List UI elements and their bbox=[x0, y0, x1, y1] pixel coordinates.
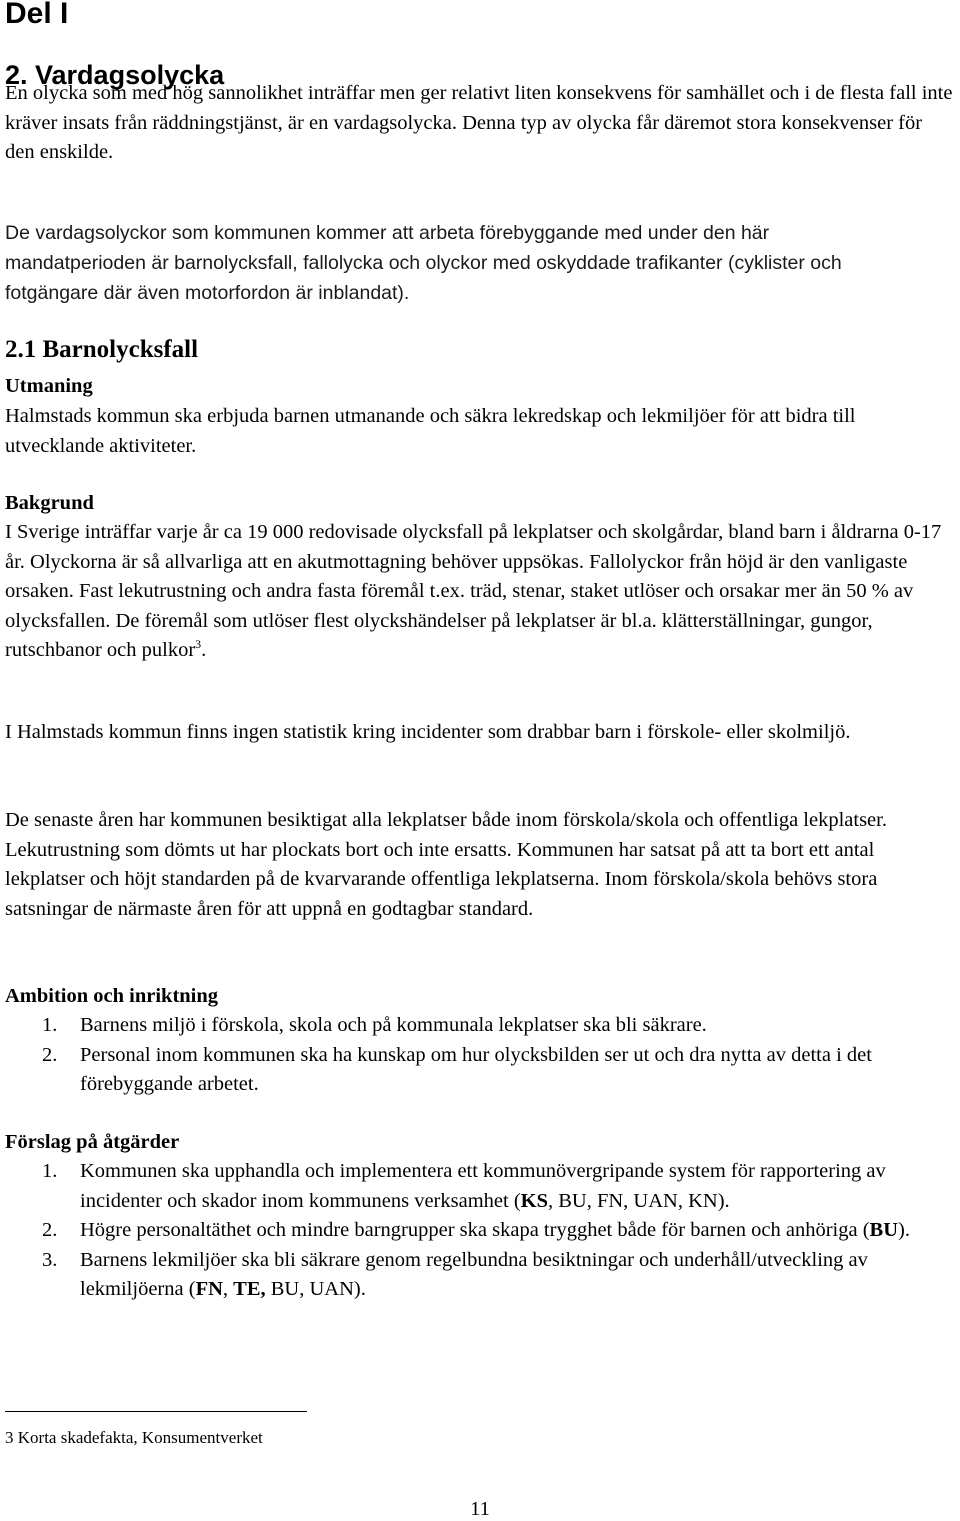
ambition-list bbox=[5, 1011, 955, 1100]
list-item-number: 3. bbox=[42, 1248, 58, 1271]
list-item-text: Kommunen ska upphandla och implementera ett kommunövergripande system för rapportering av incidenter och skador inom kommunens verksamhet ( bbox=[80, 1160, 886, 1212]
section-title: 2. Vardagsolycka bbox=[5, 60, 225, 90]
measures-heading: Förslag på åtgärder bbox=[5, 1131, 180, 1153]
list-item bbox=[5, 1011, 955, 1041]
list-item bbox=[5, 1216, 955, 1246]
list-item bbox=[5, 1041, 955, 1100]
responsible-board-bold: FN bbox=[195, 1278, 223, 1300]
background-heading: Bakgrund bbox=[5, 492, 94, 514]
section-intro-paragraph: En olycka som med hög sannolikhet inträffar men ger relativt liten konsekvens för samhället och i de flesta fall inte kräver insats från räddningstjänst, är en vardagsolycka. Denna typ av olycka får däremot stora konsekvenser för den enskilde. bbox=[5, 82, 953, 163]
measures-list bbox=[5, 1157, 955, 1305]
list-item-number: 2. bbox=[42, 1043, 58, 1066]
page-number: 11 bbox=[470, 1498, 490, 1520]
footnote: 3 Korta skadefakta, Konsumentverket bbox=[5, 1428, 263, 1447]
part-title: Del I bbox=[5, 0, 69, 30]
list-item-number: 1. bbox=[42, 1014, 58, 1036]
subsection-title: 2.1 Barnolycksfall bbox=[5, 336, 199, 363]
statistics-paragraph: I Halmstads kommun finns ingen statistik kring incidenter som drabbar barn i förskole- eller skolmiljö. bbox=[5, 721, 851, 743]
list-item-separator: , bbox=[222, 1278, 234, 1300]
list-item bbox=[5, 1246, 955, 1305]
footnote-reference: 3 bbox=[195, 637, 202, 652]
list-item-text-end: BU, UAN). bbox=[265, 1278, 366, 1300]
inspection-paragraph: De senaste åren har kommunen besiktigat alla lekplatser både inom förskola/skola och offentliga lekplatser. Lekutrustning som dömts ut har plockats bort och inte ersatts. Kommunen har satsat på att ta bort ett antal lekplatser och höjt standarden på de kvarvarande offentliga lekplatserna. Inom förskola/skola behövs stora satsningar de närmaste åren för att uppnå en godtagbar standard. bbox=[5, 809, 887, 920]
list-item-text: Barnens miljö i förskola, skola och på kommunala lekplatser ska bli säkrare. bbox=[80, 1014, 707, 1036]
list-item-text: Högre personaltäthet och mindre barngrupper ska skapa trygghet både för barnen och anhöriga ( bbox=[80, 1219, 870, 1241]
list-item-text: Personal inom kommunen ska ha kunskap om hur olycksbilden ser ut och dra nytta av detta i det förebyggande arbetet. bbox=[80, 1043, 872, 1095]
section-scope-paragraph: De vardagsolyckor som kommunen kommer att arbeta förebyggande med under den här mandatperioden är barnolycksfall, fallolycka och olyckor med oskyddade trafikanter (cyklister och fotgängare där även motorfordon är inblandat). bbox=[5, 222, 842, 304]
list-item-number: 1. bbox=[42, 1160, 58, 1182]
challenge-paragraph: Halmstads kommun ska erbjuda barnen utmanande och säkra lekredskap och lekmiljöer för att bidra till utvecklande aktiviteter. bbox=[5, 405, 856, 457]
responsible-board-bold: BU bbox=[869, 1219, 899, 1241]
background-paragraph bbox=[5, 518, 955, 666]
list-item-text-end: ). bbox=[898, 1219, 910, 1241]
list-item bbox=[5, 1157, 955, 1216]
background-text: I Sverige inträffar varje år ca 19 000 redovisade olycksfall på lekplatser och skolgårdar, bland barn i åldrarna 0-17 år. Olyckorna är så allvarliga att en akutmottagning behöver uppsökas. Fallolyckor från höjd är den vanligaste orsaken. Fast lekutrustning och andra fasta föremål t.ex. träd, stenar, staket utlöser och orsakar mer än 50 % av olycksfallen. De föremål som utlöser flest olyckshändelser på lekplatser är bl.a. klätterställningar, gungor, rutschbanor och pulkor bbox=[5, 521, 942, 661]
list-item-text: Barnens lekmiljöer ska bli säkrare genom regelbundna besiktningar och underhåll/utveckling av lekmiljöerna ( bbox=[80, 1248, 868, 1300]
ambition-heading: Ambition och inriktning bbox=[5, 985, 219, 1007]
responsible-board-bold: TE, bbox=[233, 1278, 266, 1300]
list-item-text-end: , BU, FN, UAN, KN). bbox=[548, 1189, 730, 1212]
list-item-number: 2. bbox=[42, 1219, 58, 1241]
responsible-board-bold: KS bbox=[520, 1189, 548, 1212]
challenge-heading: Utmaning bbox=[5, 375, 93, 397]
background-end: . bbox=[201, 639, 207, 661]
footnote-separator bbox=[5, 1411, 307, 1412]
